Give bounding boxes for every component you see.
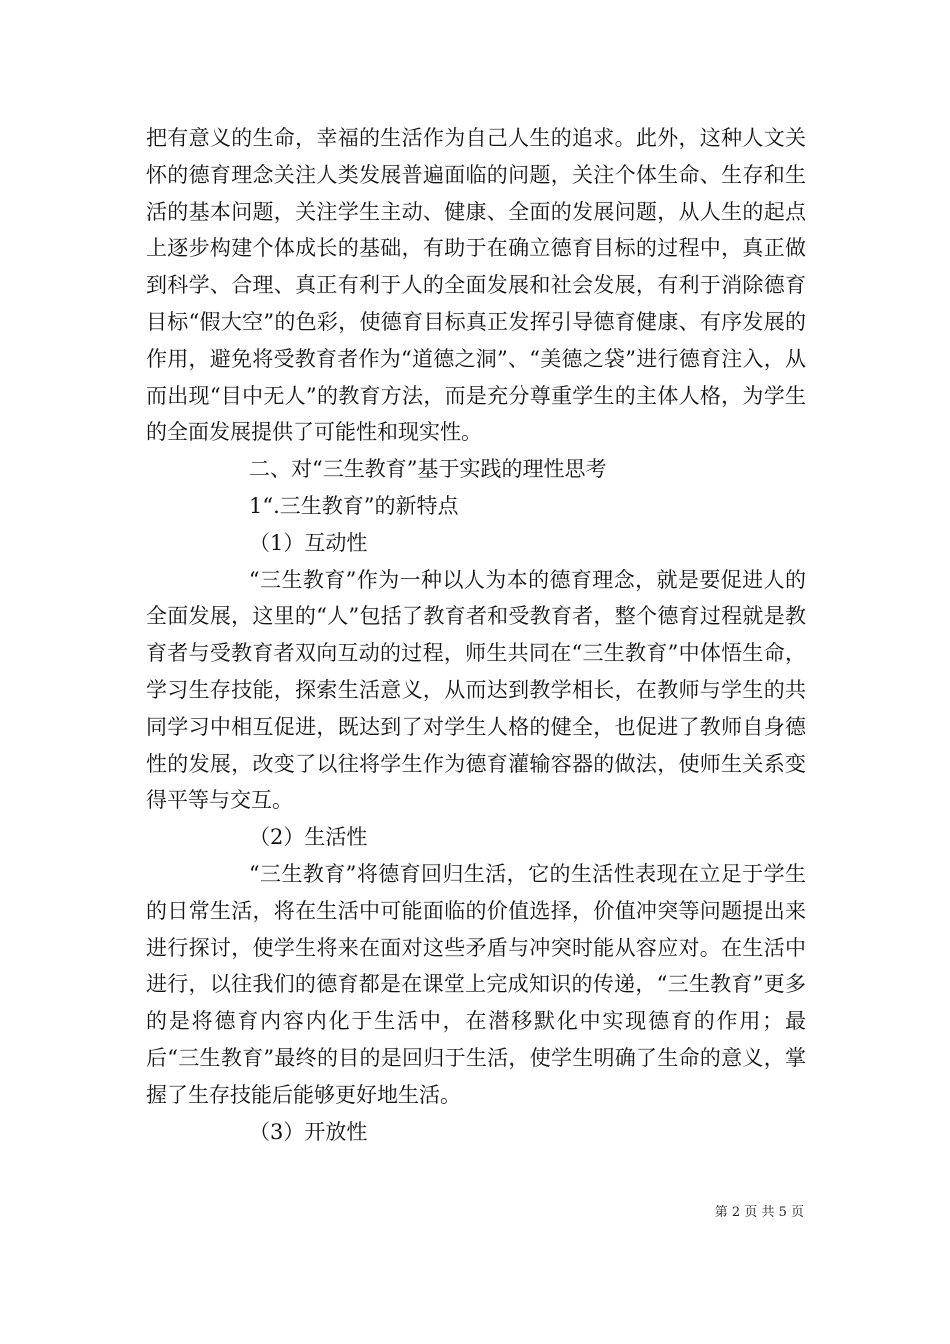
paragraph-interactivity: “三生教育”作为一种以人为本的德育理念，就是要促进人的全面发展，这里的“人”包括了教育者和受教育者，整个德育过程就是教育者与受教育者双向互动的过程，师生共同在“三生教育”中体悟生命，学习生存技能，探索生活意义，从而达到教学相长，在教师与学生的共同学习中相互促进，既达到了对学生人格的健全，也促进了教师自身德性的发展，改变了以往将学生作为德育灌输容器的做法，使师生关系变得平等与交互。 (146, 567, 806, 813)
subsection-heading-new-features: 1“.三生教育”的新特点 (249, 493, 459, 518)
item-heading-openness: （3）开放性 (249, 1119, 368, 1144)
section-heading-rational-thinking: 二、对“三生教育”基于实践的理性思考 (249, 457, 607, 482)
paragraph-humanistic-care: 把有意义的生命，幸福的生活作为自己人生的追求。此外，这种人文关怀的德育理念关注人类发展普遍面临的问题，关注个体生命、生存和生活的基本问题，关注学生主动、健康、全面的发展问题，从人生的起点上逐步构建个体成长的基础，有助于在确立德育目标的过程中，真正做到科学、合理、真正有利于人的全面发展和社会发展，有利于消除德育目标“假大空”的色彩，使德育目标真正发挥引导德育健康、有序发展的作用，避免将受教育者作为“道德之洞”、“美德之袋”进行德育注入，从而出现“目中无人”的教育方法，而是充分尊重学生的主体人格，为学生的全面发展提供了可能性和现实性。 (146, 126, 806, 445)
page-number-footer: 第 2 页 共 5 页 (714, 1205, 804, 1220)
item-heading-interactivity: （1）互动性 (249, 530, 368, 555)
document-body (146, 120, 806, 1150)
paragraph-life-orientation: “三生教育”将德育回归生活，它的生活性表现在立足于学生的日常生活，将在生活中可能面临的价值选择，价值冲突等问题提出来进行探讨，使学生将来在面对这些矛盾与冲突时能从容应对。在生活中进行，以往我们的德育都是在课堂上完成知识的传递，“三生教育”更多的是将德育内容内化于生活中，在潜移默化中实现德育的作用；最后“三生教育”最终的目的是回归于生活，使学生明确了生命的意义，掌握了生存技能后能够更好地生活。 (146, 861, 806, 1107)
item-heading-life-orientation: （2）生活性 (249, 825, 368, 850)
